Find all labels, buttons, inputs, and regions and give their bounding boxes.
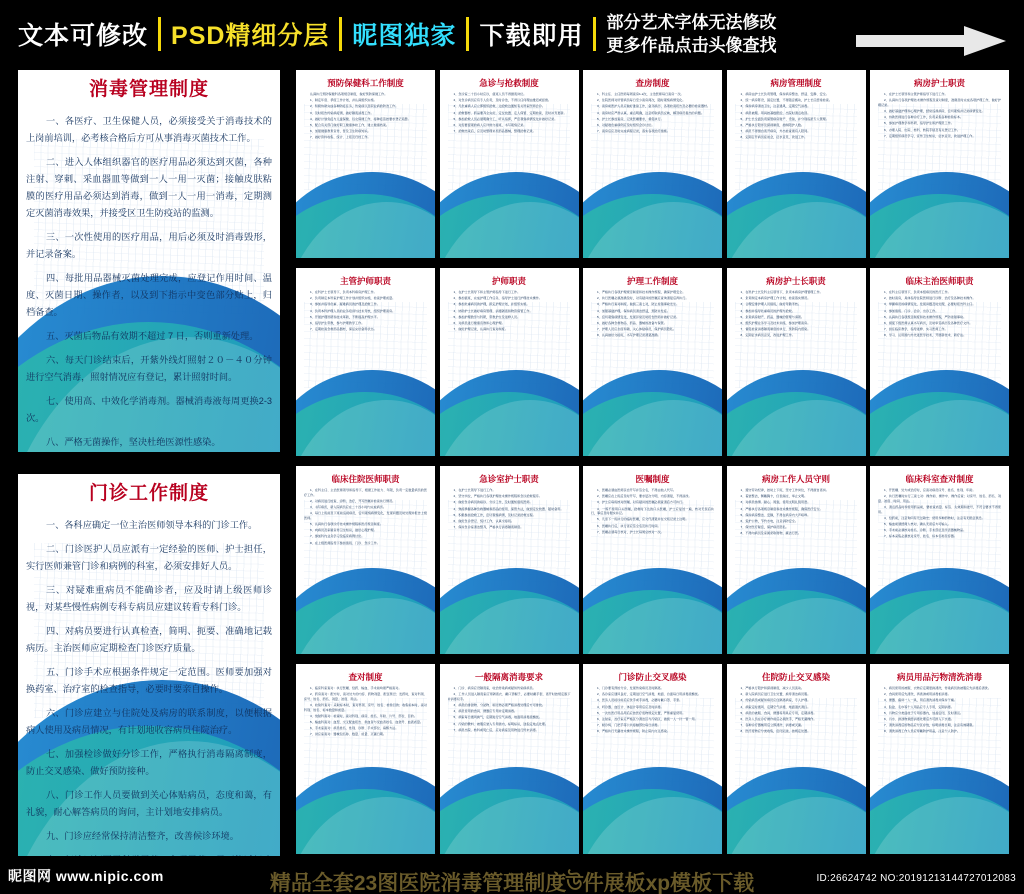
card-paragraph: 8、清洗消毒工作人员应穿戴防护用品，注意个人防护。 <box>884 729 960 734</box>
card-paragraph: 4、抢救器材、药品要齐全完好，定位放置、定人保管、定期检查，及时补充更新。 <box>453 110 567 115</box>
info-card-r3c1 <box>296 466 435 654</box>
card-paragraph: 6、注射室、治疗室应严格区分清洁区与污染区，做到一人一针一管一用。 <box>597 716 698 721</box>
feature-panel-disinfection <box>18 70 280 452</box>
banner-segment-3: 昵图独家 <box>352 22 457 50</box>
board-card <box>296 70 435 258</box>
info-card-r2c1 <box>296 268 435 456</box>
board-card <box>870 70 1009 258</box>
card-paragraph: 六、门诊应建立与住院处及病房的联系制度，以便根据病人使用及病员情况，有计划地收容病员住院治疗。 <box>26 708 272 735</box>
card-paragraph: 1、在科护士长领导下，负责本科病房护理工作。 <box>310 290 377 294</box>
card-paragraph: 1、严格执行各项护理规章制度和技术操作规程，确保护理安全。 <box>597 290 686 294</box>
card-paragraph: 3、护士应每班核对医嘱，对有疑问的医嘱必须查清后方可执行。 <box>597 500 686 505</box>
card-body <box>878 686 1001 736</box>
info-card-r1c1 <box>296 70 435 258</box>
card-content <box>18 474 280 856</box>
card-paragraph: 4、病室定时通风、定期空气消毒，地面湿式清扫。 <box>740 704 811 709</box>
card-title: 医嘱制度 <box>635 474 670 484</box>
card-paragraph: 7、做好资料收集、统计、上报及归档工作。 <box>310 135 371 140</box>
card-paragraph: 7、候诊椅、门把手等公共接触部位每日消毒。 <box>597 723 661 728</box>
card-paragraph: 2、按时查房，具体指导住院医师进行诊断、治疗及各种技术操作。 <box>884 296 976 301</box>
card-body <box>448 290 571 333</box>
card-paragraph: 2、新入院病员应进行卫生处置，换穿清洁病员服。 <box>740 692 811 697</box>
card-paragraph: 6、指导护生带教，参与护理教学工作。 <box>310 320 365 325</box>
card-paragraph: 4、做好计划免疫与儿童保健、妇女保健工作，接种疫苗按要求登记造册。 <box>310 116 411 121</box>
board-card <box>18 70 280 452</box>
card-paragraph: 2、执行医嘱时实行三查七对：操作前、操作中、操作后查；对床号、姓名、药名、剂量、浓度、时间、用法。 <box>878 494 1001 503</box>
card-paragraph: 4、病员使用的食具、便器应专用并定期消毒。 <box>453 709 518 714</box>
banner-segment-1: 文本可修改 <box>18 22 149 50</box>
card-paragraph: 2、统一病房陈设，固定位置，不得随意搬动，护士长应经常检查。 <box>740 98 832 103</box>
info-card-r2c4 <box>727 268 866 456</box>
top-banner <box>0 10 1024 58</box>
right-arrow-icon <box>856 24 1006 58</box>
card-content <box>18 70 280 452</box>
info-card-r2c2 <box>440 268 579 456</box>
card-paragraph: 7、清洗消毒后的物品应分区存放，标明消毒日期，注意有效期限。 <box>884 723 976 728</box>
card-paragraph: 5、参加护理教学与科研，带教护生及进修人员。 <box>453 314 521 319</box>
card-paragraph: 5、认真执行各项诊疗技术操作规程和医疗规章制度。 <box>310 521 383 526</box>
card-paragraph: 5、护士长参加查房，记录医嘱要求，督促执行。 <box>597 116 664 121</box>
board-card <box>440 70 579 258</box>
card-paragraph: 8、学习、运用国内外先进医学技术，开展新技术、新疗法。 <box>884 333 967 338</box>
card-content <box>870 466 1009 654</box>
card-content <box>296 70 435 258</box>
card-paragraph: 7、定期组织病员学习，宣传卫生知识，征求意见，改进护理工作。 <box>884 133 976 138</box>
card-paragraph: 4、脸盆、毛巾等个人用品应专人专用，定期消毒。 <box>884 704 954 709</box>
card-paragraph: 6、污水、排泄物须经消毒处理后方可排入下水道。 <box>884 716 954 721</box>
card-paragraph: 2、医嘱应在上班后及时开写，要求层次分明，内容清楚，不得涂改。 <box>597 494 692 499</box>
poster-caption: 精品全套23图医院消毒管理制度উ件展板xp模板下载 <box>269 872 755 894</box>
card-paragraph: 3、便器、痰杯一人一具，用后清洗消毒并保持干燥。 <box>884 698 957 703</box>
card-body <box>591 686 714 736</box>
card-paragraph: 五、门诊手术应根据条件规定一定范围。医师要加强对换药室、治疗室的检查指导，必要时要亲自操作。 <box>26 667 272 694</box>
card-paragraph: 1、科主任、主任医师每周查房1-2次，主治医师每日查房一次。 <box>597 92 684 96</box>
card-content <box>583 70 722 258</box>
card-title: 护师职责 <box>491 276 526 286</box>
asset-id: ID:26624742 NO:20191213144727012083 <box>816 873 1016 884</box>
card-paragraph: 1、在科主任领导下，负责本组病员的医疗工作。 <box>884 290 951 294</box>
card-paragraph: 二、门诊医护人员应派有一定经验的医师、护士担任，实行医师兼管门诊和病例的科室，必须安排好人员。 <box>26 544 272 571</box>
card-paragraph: 6、严格执行陪伴及探视制度，控制陪护人数。 <box>740 122 805 127</box>
card-paragraph: 6、加强健康教育宣传，普及卫生防病知识。 <box>310 129 371 134</box>
card-paragraph: 6、督促下级医师认真书写病历，及时审签病历及各种医疗文件。 <box>884 320 973 325</box>
card-paragraph: 6、对病员进行健康宣教和心理护理。 <box>453 320 505 325</box>
banner-divider <box>158 17 161 51</box>
card-content <box>583 466 722 654</box>
card-title: 门诊防止交叉感染 <box>618 672 687 682</box>
card-body <box>591 488 714 536</box>
card-paragraph: 1、门诊要有预检分诊，发现传染病员及时隔离。 <box>597 686 664 690</box>
card-paragraph: 3、检验科查对：采取标本时，查对科别、床号、姓名、检验目的；收集标本时，查对科别、姓名、标本数量和质量。 <box>304 702 427 712</box>
card-paragraph: 6、做好急诊登记、统计工作，认真交接班。 <box>453 518 515 523</box>
card-content <box>870 664 1009 854</box>
card-paragraph: 2、执行医嘱必须准确及时，对有疑问的医嘱应查询清楚后再执行。 <box>597 296 689 301</box>
info-card-r2c5 <box>870 268 1009 456</box>
card-paragraph: 三、对疑难重病员不能确诊者，应及时请上级医师诊视，对某些慢性病例专科专病员应建议转看专科门诊。 <box>26 585 272 612</box>
card-paragraph: 6、医嘱执行后，执行者应签全名及执行时间。 <box>597 523 661 528</box>
card-title: 急诊室护士职责 <box>479 474 539 484</box>
card-paragraph: 6、对疑难危重病例应及时组织会诊讨论。 <box>597 122 655 127</box>
card-body <box>304 92 427 142</box>
board-card <box>870 664 1009 854</box>
card-paragraph: 3、清点药品时和使用药品前，要检查质量、标签、失效期和批号，不符合要求不得使用。 <box>878 504 1001 514</box>
info-card-r4c2 <box>440 664 579 854</box>
card-paragraph: 6、办理入院、出院、转科、转院手续及有关登记工作。 <box>884 127 960 132</box>
banner-segment-4: 下载即用 <box>479 22 584 50</box>
site-watermark: 昵图网 www.nipic.com <box>8 868 164 884</box>
card-paragraph: 2、着装整洁，佩戴胸卡，仪表端庄，举止文明。 <box>740 494 808 499</box>
card-content <box>440 466 579 654</box>
card-paragraph: 3、掌握病员的病情变化，发现问题及时处理，必要时报告科主任。 <box>884 302 976 307</box>
card-paragraph: 6、手术前必须核对姓名、诊断、手术部位及所需器械物品。 <box>884 528 967 533</box>
card-paragraph: 3、对病员热情、耐心、周到，使用文明礼貌用语。 <box>740 500 811 505</box>
card-title: 主管护师职责 <box>339 276 391 286</box>
card-title: 病房护士职责 <box>913 78 965 88</box>
card-paragraph: 4、协助护士长做好病房管理、消毒隔离和物资保管工作。 <box>453 308 533 313</box>
card-paragraph: 8、认真做好交接班，书写护理记录清楚准确。 <box>597 333 661 338</box>
card-title: 查房制度 <box>635 78 670 88</box>
card-content <box>296 466 435 654</box>
card-paragraph: 4、参加值班、门诊、会诊、出诊工作。 <box>884 308 939 313</box>
card-paragraph: 2、住院医师对所管病员每日至少查房两次，随时观察病情变化。 <box>597 98 686 103</box>
card-paragraph: 6、组织护理业务学习及技术训练，参加护理查房。 <box>740 320 811 325</box>
info-card-r3c2 <box>440 466 579 654</box>
card-paragraph: 4、每日上班前及下班前巡视病员，密切观察病情变化，发现问题及时处理并报告上级医师。 <box>304 511 427 520</box>
card-paragraph: 7、供应室查对：器械包名称、数量、质量、灭菌日期。 <box>310 732 386 737</box>
card-paragraph: 4、一般不使用口头医嘱，抢救时下达的口头医嘱，护士应复述一遍，核对无误后执行，事后及时据实补记。 <box>591 506 714 516</box>
card-paragraph: 2、药房查对：配方时，查对处方的内容、药物剂量、配伍禁忌；发药时，查对科别、床号、姓名、药名、剂量、浓度、用法。 <box>304 692 427 701</box>
board-card <box>727 664 866 854</box>
board-card <box>583 664 722 854</box>
card-paragraph: 3、参加危重病员的护理，拟定护理计划，并组织实施。 <box>453 302 530 307</box>
card-paragraph: 8、定期召开病员座谈会，征求意见，改进工作。 <box>740 135 808 140</box>
card-paragraph: 3、凡危重病人应立即组织抢救，边抢救边通知有关科室医师会诊。 <box>453 104 545 109</box>
info-card-r1c2 <box>440 70 579 258</box>
card-content <box>583 268 722 456</box>
card-paragraph: 3、参加并指导危重、疑难病员的护理及抢救工作。 <box>310 302 380 307</box>
card-paragraph: 4、严格执行各项规章制度和技术操作规程，确保医疗安全。 <box>740 506 823 511</box>
board-card <box>440 466 579 654</box>
card-paragraph: 3、查房前医护人员应做好准备工作，备齐病历、各项检查报告及必要的检查器材。 <box>597 104 711 109</box>
card-paragraph: 6、爱护公物，节约水电，注意消防安全。 <box>740 518 798 523</box>
card-body <box>591 290 714 340</box>
card-paragraph: 5、认真执行各项规章制度和技术操作规程，严防差错事故。 <box>884 314 967 319</box>
card-body <box>448 92 571 135</box>
card-paragraph: 3、做好基础护理和心理护理，经常巡视病房，密切观察并记录病情变化。 <box>884 108 985 113</box>
board-card <box>18 474 280 856</box>
card-body <box>448 488 571 531</box>
card-body <box>735 92 858 142</box>
card-paragraph: 8、不得向病员及家属索取财物，廉洁行医。 <box>740 531 802 536</box>
card-paragraph: 2、各诊室应通风良好，定期进行空气消毒，地面、台面每日用消毒液擦拭。 <box>597 692 701 697</box>
banner-note-line-2: 更多作品点击头像查找 <box>606 36 777 55</box>
card-paragraph: 4、听诊器、血压计、体温计等用后应及时消毒。 <box>597 704 664 709</box>
card-paragraph: 1、开医嘱、处方或治疗时，应查对病员床号、姓名、性别、年龄。 <box>884 488 976 492</box>
card-body <box>735 290 858 340</box>
card-paragraph: 3、及时报告传染病疫情，做好隔离消毒工作。 <box>310 110 374 115</box>
banner-note <box>606 11 776 57</box>
card-paragraph: 2、认真执行各项护理技术操作规程及查对制度，准确及时完成各项护理工作，做好护理记录。 <box>878 98 1001 107</box>
card-paragraph: 4、给药前，注意询问有无过敏史；使用多种药物时，注意有无配伍禁忌。 <box>884 515 985 520</box>
card-title: 病房工作人员守则 <box>761 474 830 484</box>
card-paragraph: 6、手术室查对：病员姓名、性别、诊断、手术部位、麻醉方法。 <box>310 726 399 731</box>
board-card <box>583 466 722 654</box>
card-paragraph: 5、密切观察病情变化，发现异常及时报告医师并做好记录。 <box>597 314 680 319</box>
card-title: 预防保健科工作制度 <box>327 78 404 88</box>
card-paragraph: 1、临床科室查对：执行医嘱、给药、输血、手术前均须严格查对。 <box>310 686 402 690</box>
card-paragraph: 5、污物应分类盛放于专用容器内，加盖密闭，及时清运。 <box>884 710 964 715</box>
card-paragraph: 8、定期征求病员意见，改进护理工作。 <box>740 333 795 338</box>
card-paragraph: 1、在护士长领导和主管护师指导下进行工作。 <box>884 92 948 96</box>
card-paragraph: 8、在上级医师指导下参加值班、门诊、急诊工作。 <box>310 540 380 545</box>
card-paragraph: 1、门诊、病房应设隔离室，收治传染病或疑似传染病病员。 <box>453 686 536 690</box>
card-paragraph: 5、参加护理教学和科研，指导护生和护理员工作。 <box>884 121 954 126</box>
card-paragraph: 5、负责病房财产、药品、器械的管理与请领。 <box>740 314 805 319</box>
card-paragraph: 7、参加科内业务学习及临床病例讨论。 <box>310 534 365 539</box>
card-body <box>735 686 858 736</box>
board-card <box>296 466 435 654</box>
board-card <box>296 664 435 854</box>
board-card <box>727 466 866 654</box>
info-card-r3c5 <box>870 466 1009 654</box>
card-paragraph: 4、负责本科护理人员的业务培训与技术考核，组织护理查房。 <box>310 308 396 313</box>
card-paragraph: 4、放射科查对：检查时，查对科别、病房、姓名、年龄、片号、部位、目的。 <box>310 713 417 718</box>
card-title: 临床科室查对制度 <box>905 474 974 484</box>
card-paragraph: 2、参加值班，完成护理工作任务，指导护士进行护理技术操作。 <box>453 296 542 301</box>
info-card-r2c3 <box>583 268 722 456</box>
board-card <box>440 268 579 456</box>
card-content <box>727 268 866 456</box>
card-body <box>591 92 714 135</box>
card-paragraph: 认真执行预防保健科各项规章制度，做好预防保健工作。 <box>310 92 388 96</box>
card-body <box>304 290 427 333</box>
info-card-r4c1 <box>296 664 435 854</box>
card-paragraph: 三、一次性使用的医疗用品，用后必须及时消毒毁形，并记录备案。 <box>26 232 272 259</box>
card-paragraph: 7、保持急诊室清洁整齐，严格执行消毒隔离制度。 <box>453 525 524 530</box>
banner-divider <box>466 17 469 51</box>
card-paragraph: 6、向病员及家属宣传卫生知识，做好心理护理。 <box>310 528 377 533</box>
card-content <box>440 268 579 456</box>
card-paragraph: 7、标本采集必须核对床号、姓名、标本名称及容器。 <box>884 534 957 539</box>
card-paragraph: 6、做好各种急救物品、药品、器械的准备与保管。 <box>597 320 667 325</box>
card-paragraph: 2、负责制定本科室护理工作计划并组织实施，检查护理质量。 <box>310 296 396 301</box>
card-paragraph: 3、做好急诊病员的接诊、分诊工作，及时通知值班医师。 <box>453 500 533 505</box>
card-paragraph: 7、做好护理记录，认真执行查对制度。 <box>453 327 508 332</box>
card-paragraph <box>26 852 272 856</box>
card-title: 护理工作制度 <box>626 276 678 286</box>
card-content <box>870 268 1009 456</box>
card-paragraph: 3、严格执行查对制度，做到三查七对，防止差错事故发生。 <box>597 302 680 307</box>
card-paragraph: 1、病房由护士长负责管理，保持病房整洁、舒适、安静、安全。 <box>740 92 829 96</box>
card-paragraph: 3、医务人员接诊前后应洗手或手消毒，必要时戴口罩、手套。 <box>597 698 683 703</box>
card-paragraph: 7、病员不得擅自离开病房，外出检查须有人陪同。 <box>740 129 811 134</box>
card-paragraph: 4、查房时应严肃认真，重点明确，注意听取病员反映，解答病员提出的问题。 <box>597 110 704 115</box>
card-content <box>870 70 1009 258</box>
info-card-r4c3 <box>583 664 722 854</box>
card-title: 临床住院医师职责 <box>331 474 400 484</box>
card-body <box>878 290 1001 340</box>
card-paragraph: 2、坚守岗位，严格执行各项护理技术操作规程和急诊抢救程序。 <box>453 494 542 499</box>
card-title: 病员用品污物清洗消毒 <box>896 672 982 682</box>
card-paragraph: 7、医嘱必须每日核对，护士长每周总核对一次。 <box>597 529 664 534</box>
info-card-r1c3 <box>583 70 722 258</box>
card-paragraph: 1、在护士长领导下和主管护师指导下进行工作。 <box>453 290 521 294</box>
card-paragraph: 3、书写病历，新入院病员应在二十四小时内完成病历。 <box>310 504 386 509</box>
info-card-r1c5 <box>870 70 1009 258</box>
card-paragraph: 6、医务人员在诊疗操作前后必须洗手，严格无菌操作。 <box>740 716 817 721</box>
banner-divider <box>593 17 596 51</box>
card-paragraph: 5、凡需下一班执行的临时医嘱，应交代清楚并在交班记录上注明。 <box>597 517 689 522</box>
feature-panel-outpatient <box>18 474 280 856</box>
card-paragraph: 8、医疗废物应分类收集，密闭运送，按规定处置。 <box>740 729 811 734</box>
card-paragraph: 7、护理人员应态度和蔼，关心体贴病员，保护病员隐私。 <box>597 327 677 332</box>
card-paragraph: 7、病员出院、转科或死亡后，应对病室及用物进行终末消毒。 <box>453 727 539 732</box>
card-paragraph: 5、一次性医疗用品用后应按医疗废物规定处置，严禁重复使用。 <box>597 710 686 715</box>
card-paragraph: 7、保守医疗秘密，保护病员隐私。 <box>740 525 789 530</box>
card-paragraph: 2、负责制定本病房护理工作计划，检查落实情况。 <box>740 296 811 301</box>
card-paragraph: 1、在科主任、主治医师领导和指导下，根据工作能力、年限，负责一定数量病员的医疗工作。 <box>304 488 427 497</box>
card-paragraph: 七、使用高、中效化学消毒剂。器械消毒液每周更换2-3次。 <box>26 396 272 423</box>
card-paragraph: 二、进入人体组织器官的医疗用品必须达到灭菌，各种注射、穿刺、采血器皿等做到一人一用一灭菌；接触皮肤粘膜的医疗用品必须达到消毒，做到一人一用一消毒，定期测定灭菌消毒效果，并接受区卫生防疫站的监测。 <box>26 157 272 218</box>
card-paragraph: 4、熟练掌握各种急救器械和药品的使用、保管方法，做到定位放置、随时备用。 <box>453 506 564 511</box>
card-paragraph: 7、督促检查消毒隔离制度的执行，预防院内感染。 <box>740 327 811 332</box>
card-paragraph: 5、输血前须经两人核对，确认无误后方可输入。 <box>884 521 951 526</box>
card-title: 病房护士长职责 <box>766 276 826 286</box>
card-paragraph: 1、制定年度、季度工作计划，并认真组织实施。 <box>310 98 377 103</box>
card-paragraph: 1、在科护士长及科主任领导下，负责本病房护理管理工作。 <box>740 290 823 294</box>
board-card <box>296 268 435 456</box>
card-content <box>440 70 579 258</box>
card-paragraph: 2、工作人员进入隔离室应穿隔离衣、戴口罩帽子，必要时戴手套，离开时按规定脱下并消毒双手。 <box>447 692 571 701</box>
card-title: 门诊工作制度 <box>88 483 209 504</box>
card-title: 住院防止交叉感染 <box>761 672 830 682</box>
info-card-r1c4 <box>727 70 866 258</box>
card-title: 查对制度 <box>348 672 383 682</box>
board-card <box>870 466 1009 654</box>
card-body <box>26 113 272 452</box>
card-paragraph: 2、对急诊病员应有专人负责，及时诊治，不得以任何理由推迟或拒绝。 <box>453 98 552 103</box>
card-paragraph: 九、门诊应经常保持清洁整齐，改善候诊环境。 <box>46 831 239 841</box>
card-paragraph: 7、定期检查急救药品器材，保证完好备用状态。 <box>310 327 377 332</box>
banner-divider <box>339 17 342 51</box>
card-title: 急诊与抢救制度 <box>479 78 539 88</box>
card-paragraph: 一、各医疗、卫生保健人员，必须接受关于消毒技术的上岗前培训，必考核合格后方可从事消毒灭菌技术工作。 <box>26 116 272 143</box>
card-paragraph: 八、门诊工作人员要做到关心体贴病员，态度和蔼，有礼貌，耐心解答病员的询问，主计划地安排病员。 <box>26 790 272 817</box>
info-card-r4c5 <box>870 664 1009 854</box>
info-card-r3c3 <box>583 466 722 654</box>
card-paragraph: 3、病员的排泄物、分泌物、呕吐物必须严格消毒处理后方可排放。 <box>453 702 545 707</box>
card-body <box>304 488 427 547</box>
card-paragraph: 四、每批用品器械灭菌处理完成，应登记作用时间、温度、灭菌日期、操作者，以及到下指示中变色部分贴上，归档备查。 <box>26 273 272 317</box>
card-paragraph: 2、食具使用后先清洗，再煮沸或用消毒柜消毒。 <box>884 692 951 697</box>
card-title: 临床主治医师职责 <box>905 276 974 286</box>
card-paragraph: 5、积极参加抢救工作，密切观察病情，及时记录抢救过程。 <box>453 512 536 517</box>
card-title: 一般隔离消毒要求 <box>474 672 543 682</box>
card-paragraph: 7、抢救结束后，应及时整理补充药品器械，整理抢救记录。 <box>453 129 536 134</box>
card-paragraph: 4、协助医师进行各种诊疗工作，负责采集各种检验标本。 <box>884 115 964 120</box>
card-paragraph: 八、严格无菌操作，坚决杜绝医源性感染。 <box>46 437 221 447</box>
card-content <box>727 664 866 854</box>
card-body <box>735 488 858 538</box>
card-paragraph: 1、急诊室二十四小时应诊，值班人员不得擅离岗位。 <box>453 92 527 96</box>
card-paragraph: 一、各科应确定一位主治医师领导本科的门诊工作。 <box>46 520 258 530</box>
card-paragraph: 1、医嘱必须由医师亲自开写并签全名，不得由他人代写。 <box>597 488 677 492</box>
banner-segment-2: PSD精细分层 <box>171 22 330 50</box>
card-paragraph: 5、输血科查对：血型、交叉配血报告、供血者与受血者姓名、血袋号、血液质量。 <box>310 719 424 724</box>
card-paragraph: 1、病员使用的被服、衣物应定期更换清洗，传染病员的被服应先消毒后清洗。 <box>884 686 991 690</box>
card-body <box>304 686 427 739</box>
poster-board <box>12 70 1012 860</box>
card-paragraph: 四、对病员要进行认真检查，简明、扼要、准确地记载病历。主治医师应定期检查门诊医疗质量。 <box>26 626 272 653</box>
card-paragraph: 六、每天门诊结束后，开紫外线灯照射２０－４０分钟进行空气消毒，照射情况应有登记，累计照射时间。 <box>26 355 272 382</box>
card-paragraph: 4、加强基础护理，保持病员清洁舒适，预防并发症。 <box>597 308 670 313</box>
card-paragraph: 2、对病员进行检查、诊断、治疗，开写医嘱并检查执行情况。 <box>310 498 396 503</box>
card-paragraph: 5、病室每日通风换气，定期进行空气消毒，地面用消毒液擦拭。 <box>453 715 542 720</box>
card-paragraph: 5、开展护理科研和技术革新，不断提高护理水平。 <box>310 314 380 319</box>
card-paragraph: 5、护士长全面负责保管病房财产、设备，并分别指派专人管理。 <box>740 116 829 121</box>
board-card <box>583 268 722 456</box>
card-paragraph: 七、加强检诊做好分诊工作，严格执行消毒隔离制度，防止交叉感染、做好预防接种。 <box>26 749 272 776</box>
card-content <box>296 664 435 854</box>
card-body <box>26 517 272 856</box>
board-card <box>440 664 579 854</box>
board-card <box>583 70 722 258</box>
board-card <box>870 268 1009 456</box>
card-title: 消毒管理制度 <box>88 79 209 100</box>
card-paragraph: 4、参加并指导危重病员的护理与抢救。 <box>740 308 795 313</box>
card-paragraph: 5、病员的被服、食具、便器等用具应专用，定期消毒。 <box>740 710 817 715</box>
card-paragraph: 3、传染病员或疑似病员应住隔离病室，专人护理。 <box>740 698 811 703</box>
card-body <box>878 488 1001 541</box>
card-content <box>727 70 866 258</box>
card-paragraph: 5、配合有关部门做好职工健康体检工作，建立健康档案。 <box>310 122 390 127</box>
card-paragraph: 4、病员被服、用具按基数配给，出院时清点收回。 <box>740 110 811 115</box>
info-card-r3c4 <box>727 466 866 654</box>
info-card-r4c4 <box>727 664 866 854</box>
card-paragraph: 1、严格执行陪护和探视制度，减少人员流动。 <box>740 686 805 690</box>
card-paragraph: 6、污染的敷料、被服应装入专用袋内，标明标识，送指定地点处理。 <box>453 721 549 726</box>
card-paragraph: 6、对需要留观的病人应详细交接班，书写观察记录。 <box>453 122 527 127</box>
card-paragraph: 5、保持病房整洁、安静，不得在病房内大声喧哗。 <box>740 512 811 517</box>
card-paragraph: 1、在护士长领导下进行工作。 <box>453 488 496 492</box>
card-paragraph: 2、积极协助完成各种防疫任务，传染病以及职业病的防治工作。 <box>310 104 399 109</box>
card-paragraph: 五、灭菌后物品有效期不超过 7 日，否则重新处理。 <box>46 331 259 341</box>
card-paragraph: 1、遵守劳动纪律，按时上下班，坚守工作岗位，不得擅自离岗。 <box>740 488 829 492</box>
card-body <box>878 92 1001 140</box>
board-card <box>727 70 866 258</box>
card-content <box>583 664 722 854</box>
card-paragraph: 7、担任临床教学，指导进修、实习医师工作。 <box>884 327 948 332</box>
card-paragraph: 3、合理安排护理人员值班，做好考勤考核。 <box>740 302 802 307</box>
card-paragraph: 8、严格执行无菌技术操作规程，防止院内交叉感染。 <box>597 729 670 734</box>
board-card <box>727 268 866 456</box>
card-paragraph: 7、查房后应及时完成病程记录，落实各项治疗措施。 <box>597 129 670 134</box>
card-content <box>727 466 866 654</box>
banner-note-line-1: 部分艺术字体无法修改 <box>606 13 777 32</box>
card-content <box>296 268 435 456</box>
card-paragraph: 7、各种诊疗器械用后立即清洗、消毒或灭菌。 <box>740 723 805 728</box>
card-paragraph: 5、参加抢救人员必须明确分工，听从指挥，严密观察病情变化并做好记录。 <box>453 116 558 121</box>
card-body <box>448 686 571 734</box>
card-paragraph: 3、保持病房清洁卫生，注意通风，定期空气消毒。 <box>740 104 811 109</box>
card-title: 病房管理制度 <box>770 78 822 88</box>
card-content <box>440 664 579 854</box>
